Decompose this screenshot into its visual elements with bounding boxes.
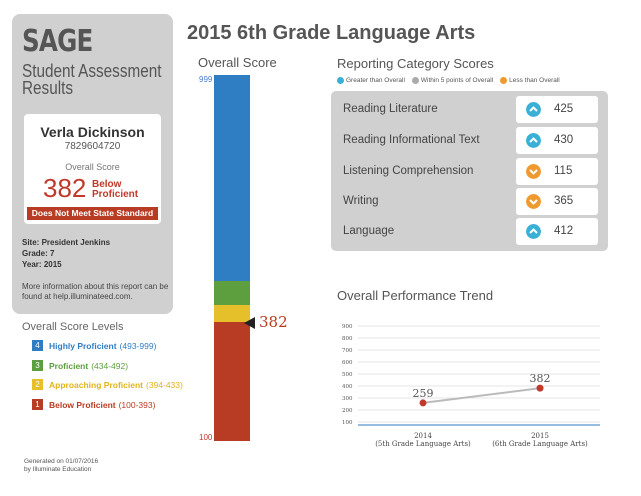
- trend-chart: [330, 318, 610, 453]
- category-label: Reading Literature: [343, 103, 438, 115]
- brand-logo: SAGE: [22, 24, 93, 59]
- trend-value-label: 382: [529, 372, 551, 386]
- score-marker-value: 382: [259, 313, 288, 331]
- year-value: 2015: [43, 260, 62, 269]
- page-title: 2015 6th Grade Language Arts: [187, 22, 476, 44]
- level-number-badge: 3: [32, 360, 43, 371]
- reporting-legend: [337, 77, 567, 84]
- bar-segment-highly-proficient: [214, 75, 250, 281]
- level-name: Below Proficient: [49, 399, 116, 410]
- performance-level: [92, 180, 138, 200]
- score-marker-pointer-icon: [244, 317, 255, 329]
- student-summary-panel: [12, 14, 173, 314]
- overall-score-value: 382: [43, 173, 87, 203]
- grade-value: 7: [50, 249, 55, 258]
- category-score: 365: [554, 195, 574, 207]
- trend-line: [423, 388, 540, 403]
- bar-max-label: 999: [199, 75, 213, 84]
- legend-greater: [337, 77, 405, 84]
- x-tick-sublabel: (6th Grade Language Arts): [492, 440, 588, 448]
- category-row: [343, 96, 598, 123]
- category-score-box: [516, 96, 598, 123]
- legend-less: [500, 77, 560, 84]
- y-tick-label: 300: [342, 396, 353, 402]
- reporting-scores-panel: [331, 91, 608, 251]
- category-label: Listening Comprehension: [343, 165, 474, 177]
- greater-than-icon: [337, 77, 344, 84]
- year-label: Year:: [22, 260, 42, 269]
- report-subtitle: Student Assessment Results: [22, 61, 162, 98]
- within-range-icon: [412, 77, 419, 84]
- chevron-down-icon: [526, 164, 541, 179]
- chevron-up-icon: [526, 102, 541, 117]
- category-score: 412: [554, 225, 574, 237]
- generated-date: Generated on 01/07/2016: [24, 458, 99, 465]
- y-tick-label: 600: [342, 360, 353, 366]
- x-tick-sublabel: (5th Grade Language Arts): [375, 440, 471, 448]
- category-score-box: [516, 127, 598, 154]
- legend-less-label: Less than Overall: [509, 77, 560, 84]
- performance-level-line2: Proficient: [92, 189, 139, 200]
- trend-value-label: 259: [412, 386, 434, 400]
- student-meta: [22, 237, 110, 270]
- level-name: Highly Proficient: [49, 340, 117, 351]
- grade-label: Grade:: [22, 249, 48, 258]
- reporting-scores-title: Reporting Category Scores: [337, 56, 494, 71]
- score-level-2: [32, 379, 183, 390]
- student-name: Verla Dickinson: [40, 124, 145, 140]
- chevron-up-icon: [526, 224, 541, 239]
- chevron-down-icon: [526, 194, 541, 209]
- student-card: [24, 114, 161, 224]
- bar-segment-proficient: [214, 281, 250, 305]
- category-score-box: [516, 158, 598, 185]
- category-row: [343, 158, 598, 185]
- level-range: (434-492): [91, 360, 129, 371]
- legend-within: [412, 77, 493, 84]
- level-number-badge: 1: [32, 399, 43, 410]
- y-tick-label: 200: [342, 408, 353, 414]
- y-tick-label: 900: [342, 324, 353, 330]
- student-id: 7829604720: [64, 141, 121, 152]
- level-number-badge: 2: [32, 379, 43, 390]
- more-info-text: More information about this report can be found at help.illuminateed.com.: [22, 282, 169, 301]
- x-tick-label: 2014: [414, 432, 432, 440]
- category-score: 430: [554, 134, 574, 146]
- level-range: (100-393): [118, 399, 156, 410]
- category-score-box: [516, 218, 598, 245]
- trend-point: [537, 385, 544, 392]
- trend-point: [420, 399, 427, 406]
- chevron-up-icon: [526, 133, 541, 148]
- category-row: [343, 218, 598, 245]
- bar-min-label: 100: [199, 433, 213, 442]
- legend-within-label: Within 5 points of Overall: [420, 77, 494, 84]
- category-score: 425: [554, 103, 574, 115]
- y-tick-label: 100: [342, 420, 353, 426]
- level-number-badge: 4: [32, 340, 43, 351]
- level-range: (493-999): [119, 340, 157, 351]
- site-label: Site:: [22, 238, 40, 247]
- bar-segment-below-proficient: [214, 322, 250, 442]
- score-level-1: [32, 399, 155, 410]
- trend-title: Overall Performance Trend: [337, 288, 494, 303]
- level-range: (394-433): [145, 379, 183, 390]
- score-level-3: [32, 360, 128, 371]
- overall-score-label: Overall Score: [65, 162, 120, 172]
- y-tick-label: 400: [342, 384, 353, 390]
- legend-greater-label: Greater than Overall: [346, 77, 405, 84]
- generated-by: by Illuminate Education: [24, 466, 92, 473]
- y-tick-label: 700: [342, 348, 353, 354]
- level-name: Approaching Proficient: [49, 379, 143, 390]
- performance-level-line1: Below: [92, 179, 122, 190]
- site-value: President Jenkins: [41, 238, 111, 247]
- score-levels-title: Overall Score Levels: [22, 321, 124, 333]
- level-name: Proficient: [49, 360, 89, 371]
- category-row: [343, 127, 598, 154]
- y-tick-label: 500: [342, 372, 353, 378]
- category-row: [343, 188, 598, 215]
- less-than-icon: [500, 77, 507, 84]
- y-tick-label: 800: [342, 336, 353, 342]
- generated-note: [24, 458, 98, 474]
- category-label: Reading Informational Text: [343, 134, 480, 146]
- state-standard-badge: Does Not Meet State Standard: [27, 207, 158, 220]
- overall-score-title: Overall Score: [198, 55, 277, 70]
- score-level-4: [32, 340, 156, 351]
- category-label: Language: [343, 225, 395, 237]
- category-score-box: [516, 188, 598, 215]
- category-label: Writing: [343, 195, 379, 207]
- x-tick-label: 2015: [531, 432, 549, 440]
- category-score: 115: [554, 165, 573, 177]
